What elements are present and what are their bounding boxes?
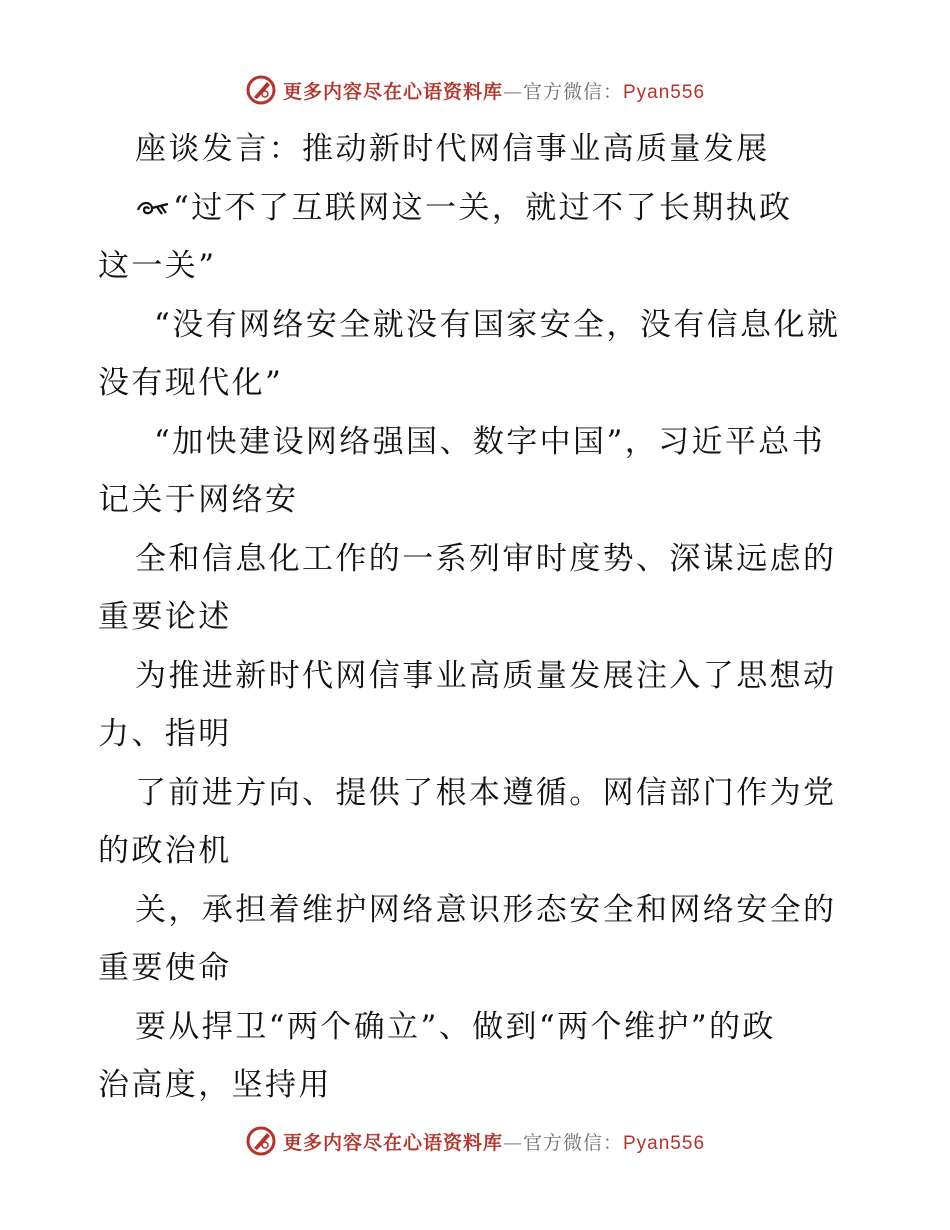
header-watermark: [0, 70, 950, 110]
watermark-dash: —: [502, 1131, 523, 1154]
watermark-text: [283, 77, 705, 104]
text-line: 为推进新时代网信事业高质量发展注入了思想动: [135, 657, 837, 694]
text-line: 力、指明: [98, 716, 232, 752]
document-title: 座谈发言：推动新时代网信事业高质量发展: [135, 131, 770, 167]
text-line: 要从捍卫“两个确立”、做到“两个维护”的政: [135, 1008, 776, 1045]
watermark-wechat-label: 官方微信：: [522, 80, 623, 103]
watermark-wechat-id: Pyan556: [623, 1132, 706, 1154]
document-body: [98, 120, 858, 1115]
watermark-site: 更多内容尽在心语资料库: [282, 1131, 503, 1154]
pen-logo-icon: [245, 74, 277, 106]
text-line: 全和信息化工作的一系列审时度势、深谋远虑的: [135, 540, 837, 577]
watermark-dash: —: [502, 80, 523, 103]
watermark-text: [283, 1128, 705, 1155]
text-line: 这一关”: [98, 248, 217, 284]
text-line: 的政治机: [98, 833, 232, 869]
text-line: 关，承担着维护网络意识形态安全和网络安全的: [135, 891, 837, 928]
text-line: “过不了互联网这一关，就过不了长期执政: [98, 179, 858, 238]
pen-logo-icon: [245, 1125, 277, 1157]
text-line: “没有网络安全就没有国家安全，没有信息化就: [154, 306, 841, 343]
text-line: 了前进方向、提供了根本遵循。网信部门作为党: [135, 774, 837, 811]
text-line: 重要论述: [98, 599, 232, 635]
text-line: 重要使命: [98, 950, 232, 986]
watermark-site: 更多内容尽在心语资料库: [282, 80, 503, 103]
footer-watermark: [0, 1121, 950, 1161]
text-line: “加快建设网络强国、数字中国”，习近平总书: [154, 423, 826, 460]
text-line: 记关于网络安: [98, 482, 299, 518]
text-line: 没有现代化”: [98, 365, 284, 401]
flourish-icon: [135, 198, 171, 220]
text-line: 治高度，坚持用: [98, 1067, 332, 1103]
watermark-wechat-id: Pyan556: [623, 81, 706, 103]
watermark-wechat-label: 官方微信：: [522, 1131, 623, 1154]
